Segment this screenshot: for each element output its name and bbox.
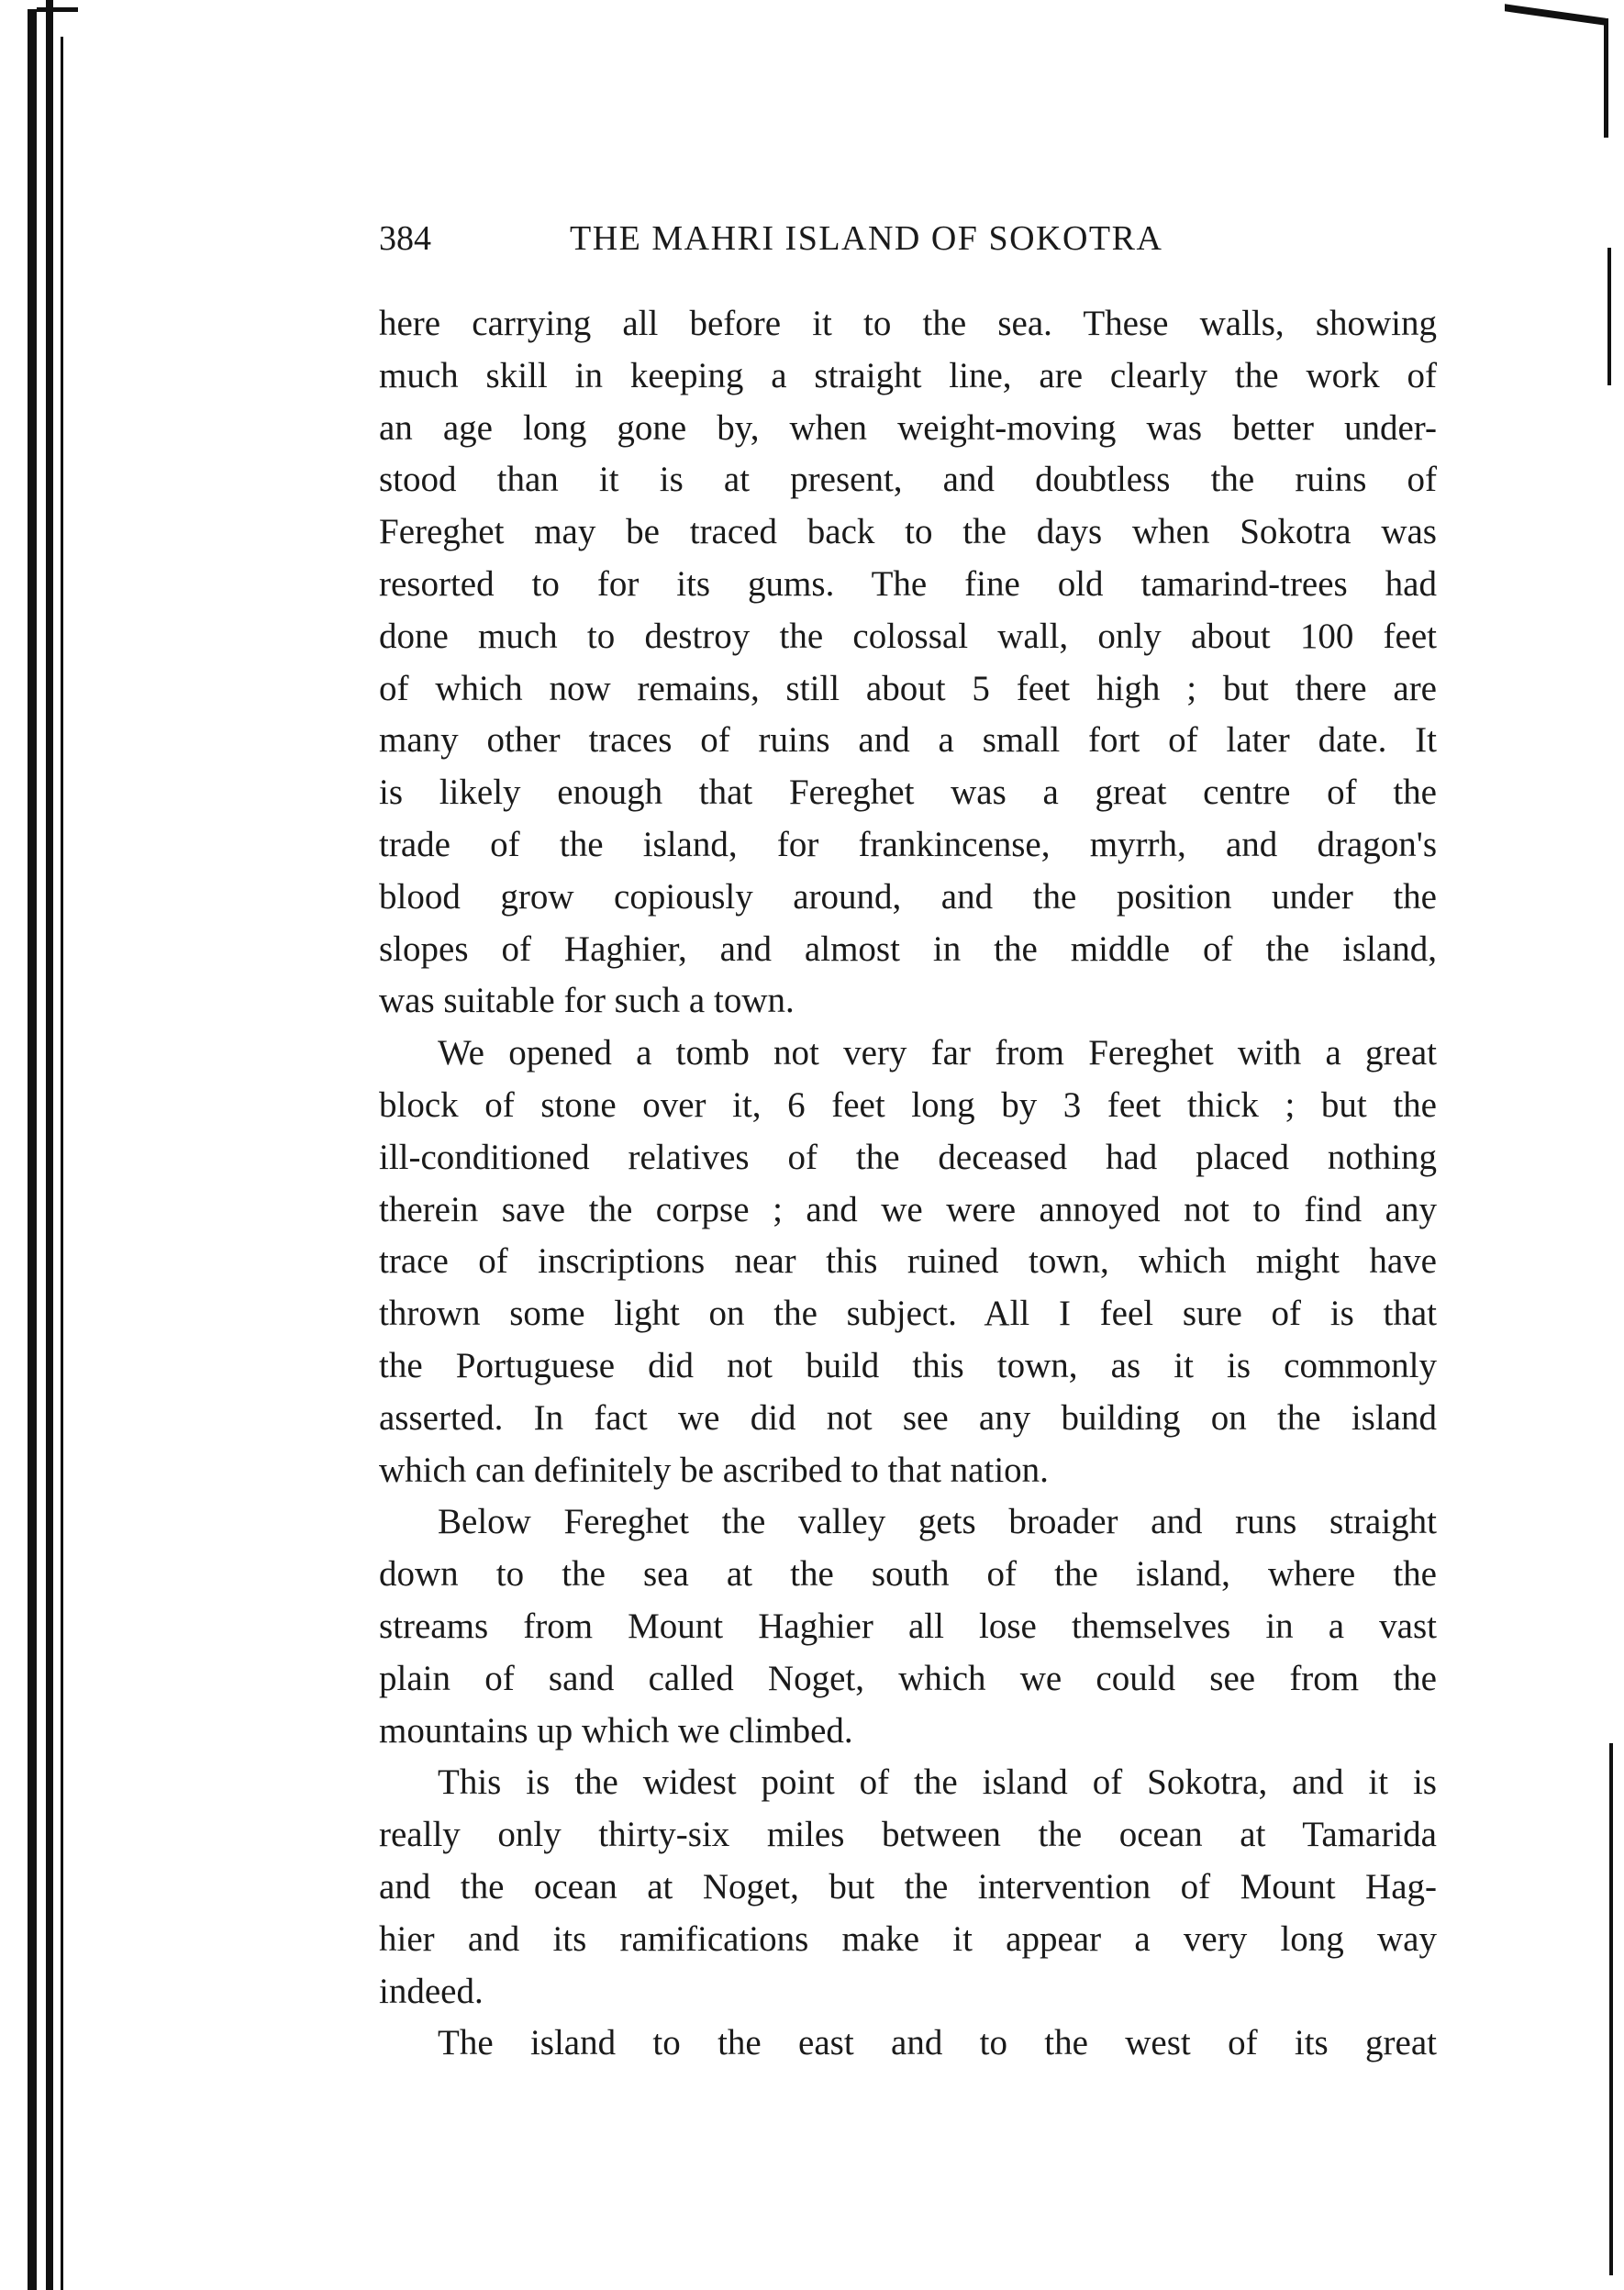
text-line: streams from Mount Haghier all lose themselves in a vast <box>379 1606 1437 1646</box>
text-line: much skill in keeping a straight line, are clearly the work of <box>379 355 1437 395</box>
scan-border-left-inner <box>46 0 53 2290</box>
text-line: ill-conditioned relatives of the deceased had placed nothing <box>379 1137 1437 1177</box>
text-line: asserted. In fact we did not see any building on the island <box>379 1397 1437 1438</box>
text-line: thrown some light on the subject. All I feel sure of is that <box>379 1294 1437 1334</box>
scan-border-left <box>28 9 37 2290</box>
text-line: many other traces of ruins and a small fort of later date. It <box>379 720 1437 761</box>
text-line: the Portuguese did not build this town, as it is commonly <box>379 1345 1437 1385</box>
text-line: down to the sea at the south of the island, where the <box>379 1554 1437 1595</box>
running-title: THE MAHRI ISLAND OF SOKOTRA <box>570 219 1163 258</box>
text-line: an age long gone by, when weight-moving was better under- <box>379 407 1437 448</box>
text-line: done much to destroy the colossal wall, only about 100 feet <box>379 616 1437 656</box>
text-line: block of stone over it, 6 feet long by 3 feet thick ; but the <box>379 1084 1437 1125</box>
text-line: and the ocean at Noget, but the intervention of Mount Hag- <box>379 1866 1437 1906</box>
text-line: We opened a tomb not very far from Fereghet with a great <box>438 1033 1437 1073</box>
text-line: here carrying all before it to the sea. These walls, showing <box>379 304 1437 343</box>
scan-corner-top-right <box>1505 4 1606 25</box>
paragraph <box>379 1028 1437 1496</box>
text-line: therein save the corpse ; and we were annoyed not to find any <box>379 1189 1437 1229</box>
text-line: is likely enough that Fereghet was a great centre of the <box>379 773 1437 813</box>
text-line: resorted to for its gums. The fine old tamarind-trees had <box>379 563 1437 604</box>
text-line: which can definitely be ascribed to that nation. <box>379 1450 1049 1490</box>
scan-border-right-top <box>1604 18 1608 138</box>
text-line: trace of inscriptions near this ruined town, which might have <box>379 1241 1437 1282</box>
text-line: was suitable for such a town. <box>379 981 795 1021</box>
text-line: Fereghet may be traced back to the days when Sokotra was <box>379 512 1437 552</box>
text-line: mountains up which we climbed. <box>379 1710 853 1751</box>
text-line: trade of the island, for frankincense, myrrh, and dragon's <box>379 824 1437 864</box>
text-line: hier and its ramifications make it appear a very long way <box>379 1918 1437 1959</box>
scan-border-right-low <box>1609 1743 1613 2275</box>
scan-corner-top-left <box>37 7 78 12</box>
text-line: stood than it is at present, and doubtless the ruins of <box>379 460 1437 500</box>
text-line: This is the widest point of the island of Sokotra, and it is <box>438 1762 1437 1803</box>
text-line: slopes of Haghier, and almost in the middle of the island, <box>379 928 1437 969</box>
page-header <box>379 213 1437 264</box>
paragraph <box>379 298 1437 1028</box>
text-line: indeed. <box>379 1971 484 2011</box>
text-line: Below Fereghet the valley gets broader and runs straight <box>438 1502 1437 1542</box>
scan-border-left-thin <box>61 37 63 2290</box>
page-number: 384 <box>379 219 431 258</box>
paragraph <box>379 1496 1437 1757</box>
body-text <box>379 298 1437 2070</box>
paragraph <box>379 1757 1437 2018</box>
text-line: really only thirty-six miles between the ocean at Tamarida <box>379 1815 1437 1855</box>
text-line: plain of sand called Noget, which we could see from the <box>379 1658 1437 1698</box>
text-line: of which now remains, still about 5 feet high ; but there are <box>379 668 1437 708</box>
text-line: The island to the east and to the west of its great <box>438 2023 1437 2063</box>
paragraph <box>379 2018 1437 2070</box>
text-line: blood grow copiously around, and the position under the <box>379 876 1437 917</box>
scan-border-right-mid <box>1607 248 1611 385</box>
